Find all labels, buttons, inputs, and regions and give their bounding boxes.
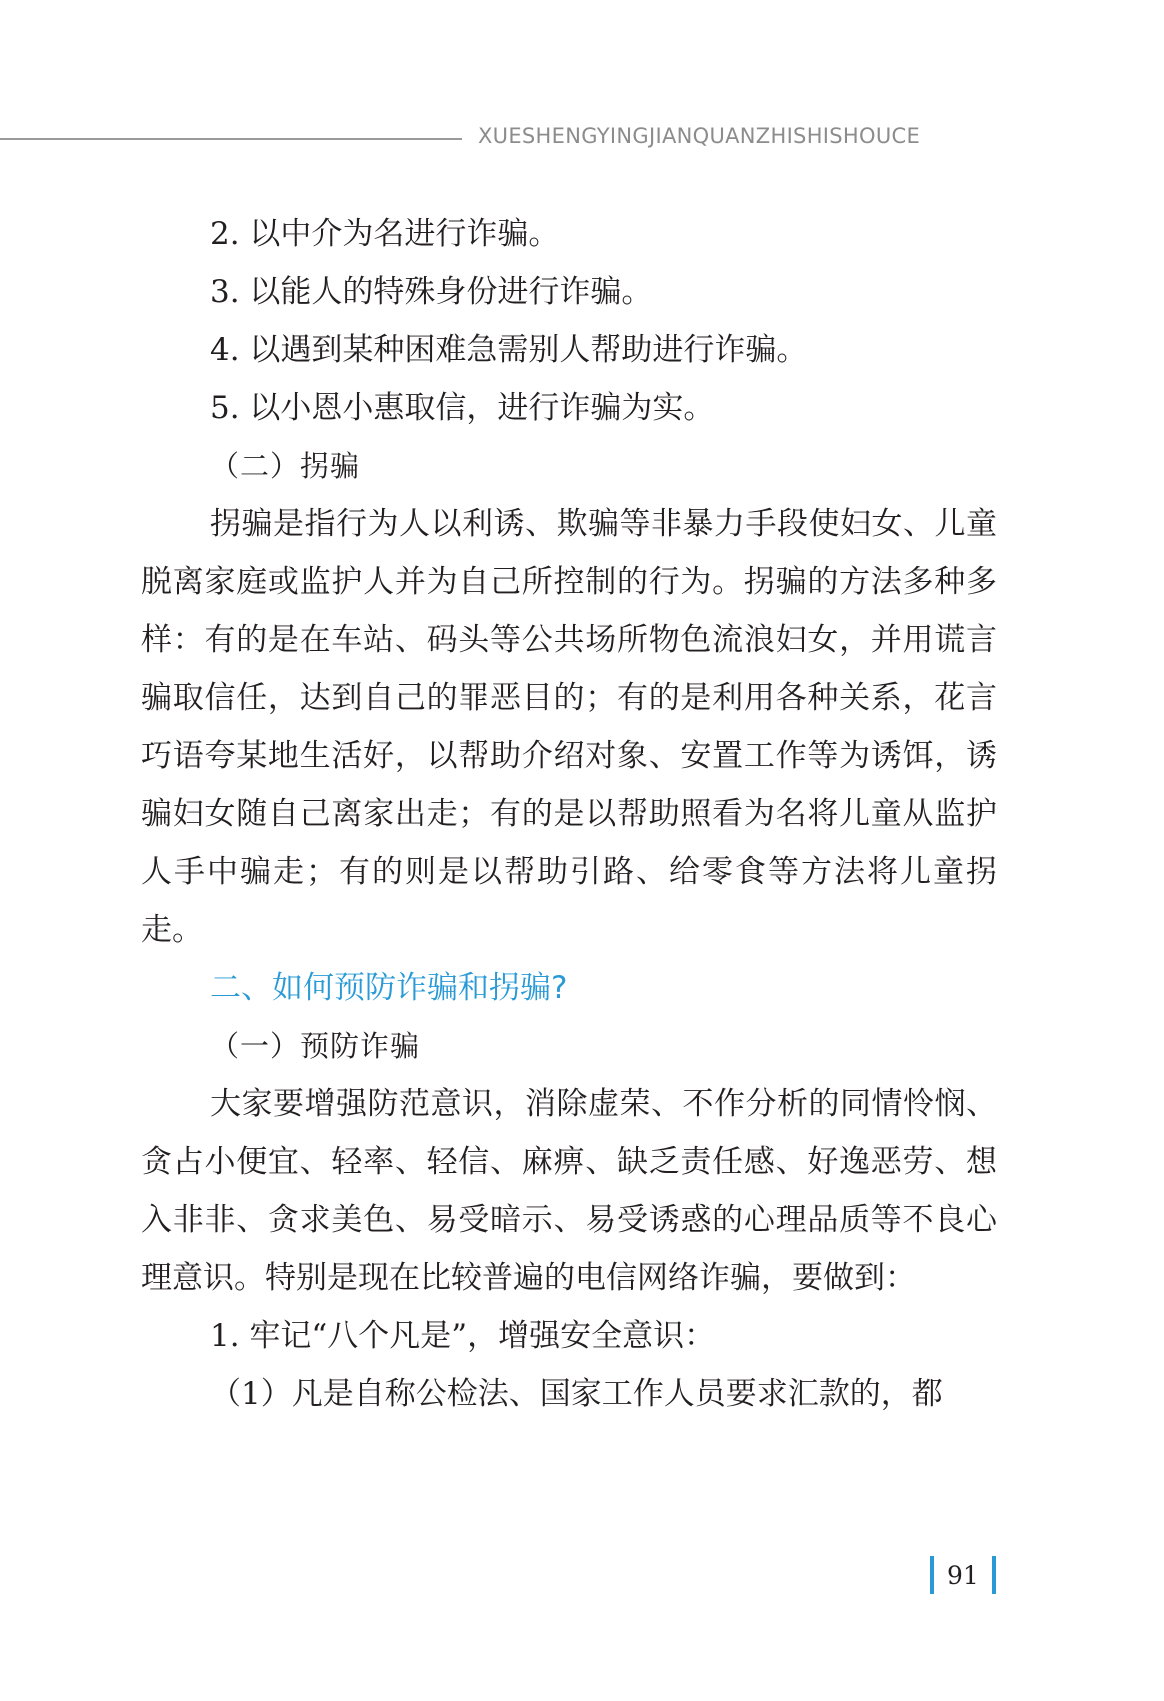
page-number: 91 <box>947 1560 979 1590</box>
paragraph-abduction-container <box>141 495 997 959</box>
page-number-block <box>930 1556 996 1594</box>
list-item: 4. 以遇到某种困难急需别人帮助进行诈骗。 <box>210 332 808 368</box>
paragraph-prevent: 大家要增强防范意识，消除虚荣、不作分析的同情怜悯、贪占小便宜、轻率、轻信、麻痹、缺乏责任感、好逸恶劳、想入非非、贪求美色、易受暗示、易受诱惑的心理品质等不良心理意识。特别是现在比较普遍的电信网络诈骗，要做到： <box>141 1086 997 1296</box>
header-rule <box>0 138 462 140</box>
list-item: 2. 以中介为名进行诈骗。 <box>210 216 560 252</box>
paragraph-abduction: 拐骗是指行为人以利诱、欺骗等非暴力手段使妇女、儿童脱离家庭或监护人并为自己所控制的行为。拐骗的方法多种多样：有的是在车站、码头等公共场所物色流浪妇女，并用谎言骗取信任，达到自己的罪恶目的；有的是利用各种关系，花言巧语夸某地生活好，以帮助介绍对象、安置工作等为诱饵，诱骗妇女随自己离家出走；有的是以帮助照看为名将儿童从监护人手中骗走；有的则是以帮助引路、给零食等方法将儿童拐走。 <box>141 506 997 948</box>
list-item: 5. 以小恩小惠取信，进行诈骗为实。 <box>210 390 715 426</box>
list-item-1-1: （1）凡是自称公检法、国家工作人员要求汇款的，都 <box>210 1376 943 1412</box>
running-header: XUESHENGYINGJIANQUANZHISHISHOUCE <box>478 124 921 148</box>
paragraph-prevent-container <box>141 1075 997 1307</box>
page-number-bar-right <box>992 1556 996 1594</box>
section-title: 二、如何预防诈骗和拐骗? <box>210 970 568 1006</box>
subheading-prevent-fraud: （一）预防诈骗 <box>210 1029 421 1063</box>
page-body <box>141 205 997 1423</box>
list-item-1: 1. 牢记“八个凡是”，增强安全意识： <box>210 1318 716 1354</box>
list-item: 3. 以能人的特殊身份进行诈骗。 <box>210 274 653 310</box>
subheading-abduction: （二）拐骗 <box>210 449 361 483</box>
